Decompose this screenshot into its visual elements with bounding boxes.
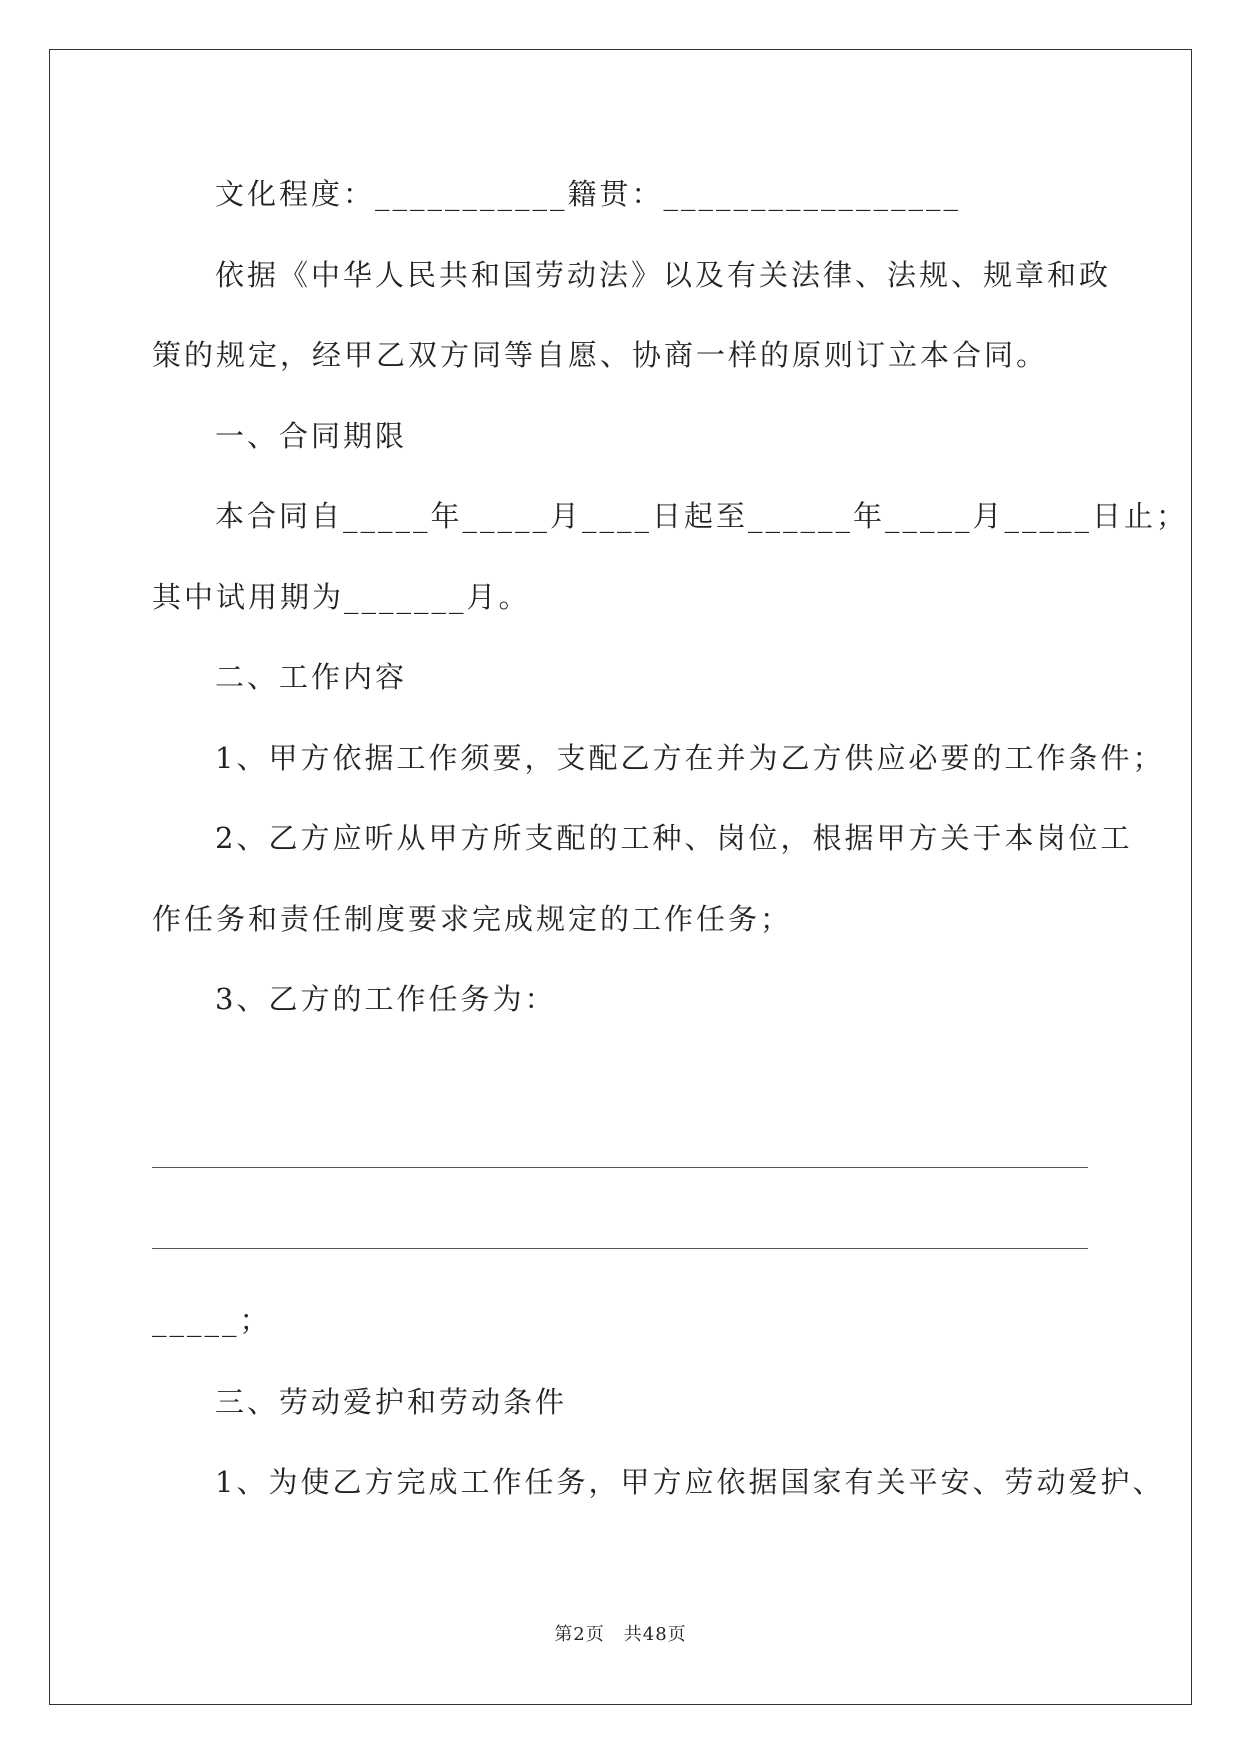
section-heading-term: 一、合同期限 [215,419,408,453]
clause-line: 作任务和责任制度要求完成规定的工作任务； [152,902,793,936]
fill-in-blank-line [152,1248,1088,1249]
probation-line: 其中试用期为_______月。 [152,580,531,614]
fill-in-blank-line [152,1167,1088,1168]
clause-line: 1、甲方依据工作须要，支配乙方在并为乙方供应必要的工作条件； [215,741,1165,775]
clause-line: 3、乙方的工作任务为： [215,982,557,1016]
page-border [49,49,1192,1705]
section-heading-work: 二、工作内容 [215,660,408,694]
page-number-footer: 第2页 共48页 [554,1624,687,1645]
contract-term-line: 本合同自_____年_____月____日起至______年_____月_____日止； [215,499,1189,533]
education-hometown-line: 文化程度：___________籍贯：_________________ [215,177,962,211]
clause-line: 2、乙方应听从甲方所支配的工种、岗位，根据甲方关于本岗位工 [215,821,1133,855]
section-heading-protection: 三、劳动爱护和劳动条件 [215,1385,568,1419]
paragraph-line: 策的规定，经甲乙双方同等自愿、协商一样的原则订立本合同。 [152,338,1049,372]
clause-line: 1、为使乙方完成工作任务，甲方应依据国家有关平安、劳动爱护、 [215,1465,1165,1499]
blank-end-line: _____； [152,1303,272,1337]
paragraph-line: 依据《中华人民共和国劳动法》以及有关法律、法规、规章和政 [215,258,1112,292]
